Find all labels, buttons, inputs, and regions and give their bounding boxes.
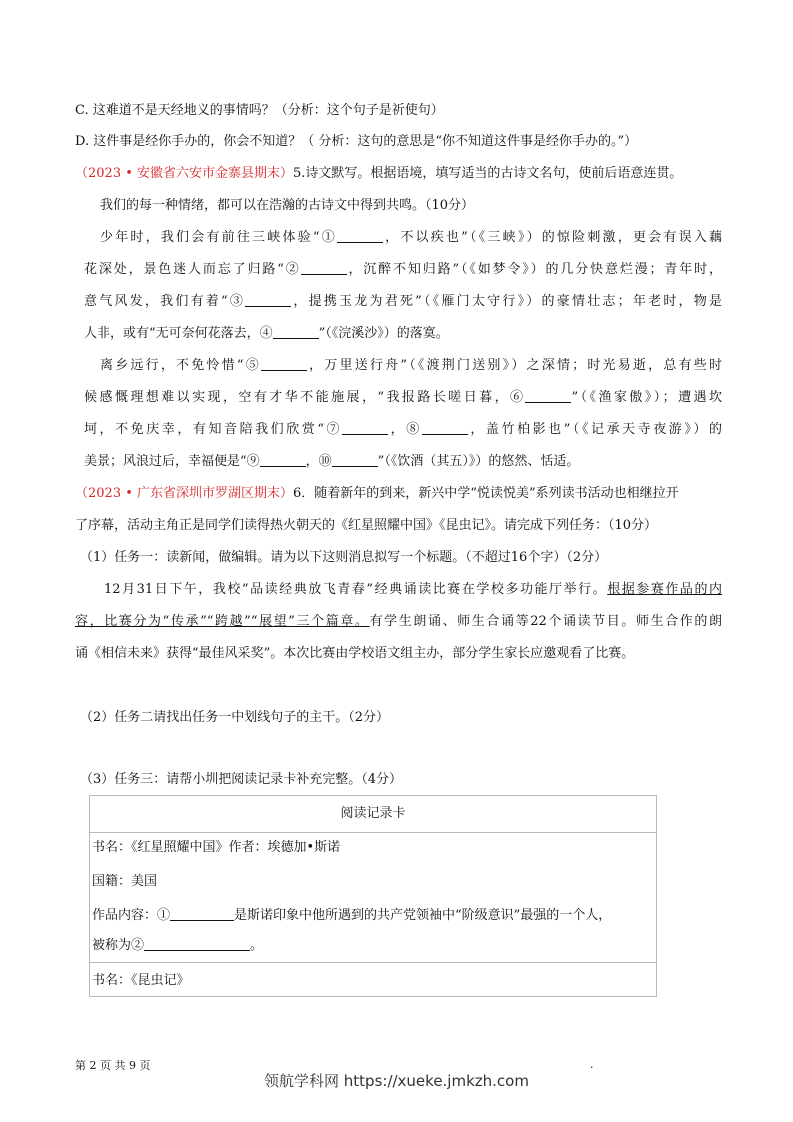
text-span: 人非，或有“无可奈何花落去，④ (84, 326, 273, 341)
news-line3: 诵《相信未来》获得“最佳风采奖”。本次比赛由学校语文组主办，部分学生家长应邀观看了比赛。 (75, 646, 635, 661)
poem-para2-line2 (84, 388, 722, 408)
question-5-prompt: 5.诗文默写。根据语境，填写适当的古诗文名句，使前后语意连贯。 (293, 166, 683, 181)
poem-para1-line2 (84, 260, 722, 280)
question-5-intro: 我们的每一种情绪，都可以在浩瀚的古诗文中得到共鸣。（10分） (100, 198, 475, 213)
blank-3 (245, 292, 291, 307)
text-span: 被称为② (92, 938, 145, 953)
card-content-line1 (92, 906, 611, 926)
blank-2 (301, 260, 347, 275)
text-span: 。 (250, 938, 264, 953)
card-blank-2 (144, 936, 250, 951)
option-c: C. 这难道不是天经地义的事情吗？（分析：这个句子是祈使句） (75, 103, 444, 118)
question-6-line2: 了序幕，活动主角正是同学们读得热火朝天的《红星照耀中国》《昆虫记》。请完成下列任务：（10分） (75, 518, 658, 533)
text-span: ”（《渔家傲》）；遭遇坎 (571, 390, 722, 405)
poem-para1-line4 (84, 324, 722, 344)
underlined-sentence-part2: 容，比赛分为“传承”“跨越”“展望”三个篇章。 (75, 614, 370, 629)
text-span: 作品内容：① (92, 908, 171, 923)
text-span: ，万里送行舟”（《渡荆门送别》）之深情；时光易逝，总有些时 (306, 358, 722, 373)
blank-9 (260, 452, 306, 467)
card-nationality: 国籍：美国 (92, 874, 158, 889)
question-5-header (75, 164, 725, 184)
text-span: 是斯诺印象中他所遇到的共产党领袖中“阶级意识”最强的一个人， (234, 908, 612, 923)
text-span: 花深处，景色迷人而忘了归路“② (84, 262, 301, 277)
card-book2: 书名：《昆虫记》 (92, 973, 190, 988)
question-6-header (75, 484, 723, 504)
text-span: 离乡远行，不免怜惜“⑤ (100, 358, 261, 373)
task-2: （2）任务二请找出任务一中划线句子的主干。（2分） (80, 710, 390, 725)
footer-dot: . (590, 1058, 594, 1071)
blank-4 (273, 324, 319, 339)
blank-1 (337, 228, 383, 243)
underlined-sentence-part1: 根据参赛作品的内 (607, 582, 722, 597)
text-span: 有学生朗诵、师生合诵等22个诵读节目。师生合作的朗 (369, 614, 722, 629)
question-6-source: （2023 • 广东省深圳市罗湖区期末） (75, 486, 294, 501)
text-span: 12月31日下午，我校“品读经典放飞青春”经典诵读比赛在学校多功能厅举行。 (104, 582, 608, 597)
text-span: 少年时，我们会有前往三峡体验“① (100, 230, 337, 245)
text-span: ，不以疾也”（《三峡》）的惊险刺激，更会有误入藕 (382, 230, 722, 245)
card-divider (90, 962, 656, 963)
poem-para2-line3 (84, 420, 722, 440)
reading-record-card (89, 795, 657, 997)
task-3: （3）任务三：请帮小圳把阅读记录卡补充完整。（4分） (80, 772, 403, 787)
option-d: D. 这件事是经你手办的，你会不知道？（ 分析：这句的意思是“你不知道这件事是经你手办的。”） (75, 134, 638, 149)
text-span: 候感慨理想难以实现，空有才华不能施展，“我报路长嗟日暮，⑥ (84, 390, 526, 405)
text-span: ，提携玉龙为君死”（《雁门太守行》）的豪情壮志；年老时，物是 (291, 294, 722, 309)
blank-7 (342, 420, 388, 435)
card-title: 阅读记录卡 (90, 796, 656, 833)
text-span: ，盖竹柏影也”（《记承天寺夜游》）的 (467, 422, 722, 437)
poem-para2-line1 (100, 356, 722, 376)
text-span: 美景；风浪过后，幸福便是“⑨ (84, 454, 260, 469)
text-span: ，沉醉不知归路”（《如梦令》）的几分快意烂漫；青年时， (346, 262, 722, 277)
blank-8 (422, 420, 468, 435)
blank-6 (525, 388, 571, 403)
poem-para2-line4 (84, 452, 722, 472)
card-content-line2 (92, 936, 263, 956)
poem-para1-line3 (84, 292, 722, 312)
blank-10 (332, 452, 378, 467)
page-number: 第 2 页 共 9 页 (75, 1059, 151, 1072)
question-6-prompt: 6．随着新年的到来，新兴中学“悦读悦美”系列读书活动也相继拉开 (293, 486, 679, 501)
news-line1 (104, 580, 722, 600)
card-blank-1 (170, 906, 234, 921)
text-span: ，⑩ (305, 454, 332, 469)
poem-para1-line1 (100, 228, 722, 248)
text-span: ”（《饮酒（其五）》）的悠然、恬适。 (377, 454, 580, 469)
text-span: 意气风发，我们有着“③ (84, 294, 246, 309)
text-span: 坷，不免庆幸，有知音陪我们欣赏“⑦ (84, 422, 343, 437)
text-span: ”（《浣溪沙》）的落寞。 (318, 326, 449, 341)
blank-5 (261, 356, 307, 371)
question-5-source: （2023 • 安徽省六安市金寨县期末） (75, 166, 294, 181)
card-book1: 书名：《红星照耀中国》作者：埃德加•斯诺 (92, 840, 341, 855)
task-1: （1）任务一：读新闻，做编辑。请为以下这则消息拟写一个标题。（不超过16个字）（2分） (80, 550, 608, 565)
news-line2 (75, 612, 722, 632)
watermark-url: 领航学科网 https://xueke.jmkzh.com (264, 1072, 529, 1090)
text-span: ，⑧ (388, 422, 422, 437)
